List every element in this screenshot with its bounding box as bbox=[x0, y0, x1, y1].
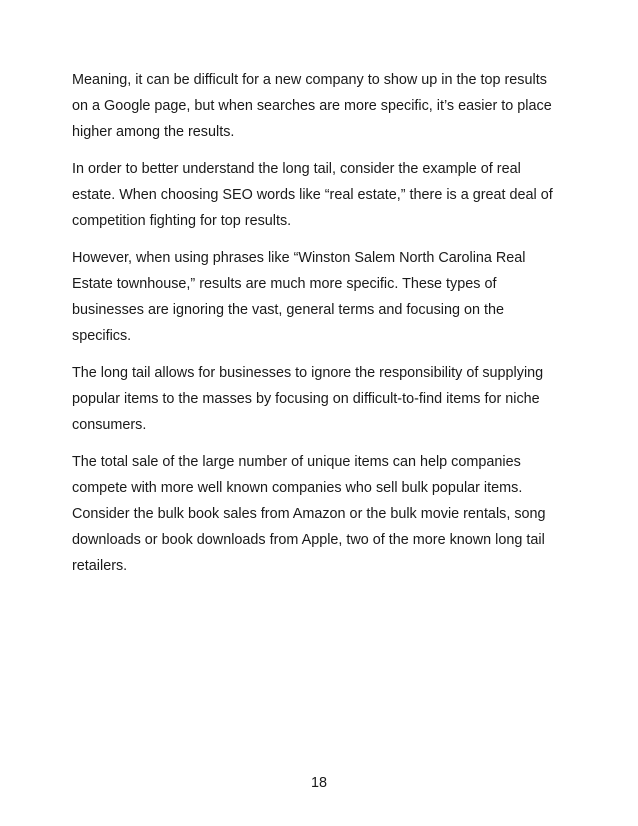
text-line: competition fighting for top results. bbox=[72, 213, 292, 229]
paragraph-3 bbox=[72, 245, 572, 349]
paragraph-4 bbox=[72, 360, 572, 438]
text-line: businesses are ignoring the vast, general terms and focusing on the bbox=[72, 302, 504, 318]
page-number: 18 bbox=[310, 775, 327, 791]
text-line: However, when using phrases like “Winston Salem North Carolina Real bbox=[72, 250, 526, 266]
text-line: compete with more well known companies who sell bulk popular items. bbox=[72, 480, 523, 496]
paragraph-1 bbox=[72, 67, 572, 145]
text-line: downloads or book downloads from Apple, two of the more known long tail bbox=[72, 532, 545, 548]
text-line: In order to better understand the long tail, consider the example of real bbox=[72, 161, 521, 177]
text-line: higher among the results. bbox=[72, 124, 235, 140]
paragraph-5 bbox=[72, 449, 572, 579]
text-line: specifics. bbox=[72, 328, 132, 344]
text-line: The long tail allows for businesses to ignore the responsibility of supplying bbox=[72, 365, 544, 381]
text-line: consumers. bbox=[72, 417, 147, 433]
text-line: The total sale of the large number of unique items can help companies bbox=[72, 454, 521, 470]
text-line: Meaning, it can be difficult for a new company to show up in the top results bbox=[72, 72, 547, 88]
text-line: retailers. bbox=[72, 558, 128, 574]
text-line: on a Google page, but when searches are more specific, it’s easier to place bbox=[72, 98, 552, 114]
text-line: Consider the bulk book sales from Amazon or the bulk movie rentals, song bbox=[72, 506, 546, 522]
text-line: estate. When choosing SEO words like “real estate,” there is a great deal of bbox=[72, 187, 553, 203]
text-line: popular items to the masses by focusing on difficult-to-find items for niche bbox=[72, 391, 540, 407]
body-text bbox=[72, 67, 572, 590]
text-line: Estate townhouse,” results are much more specific. These types of bbox=[72, 276, 497, 292]
paragraph-2 bbox=[72, 156, 572, 234]
